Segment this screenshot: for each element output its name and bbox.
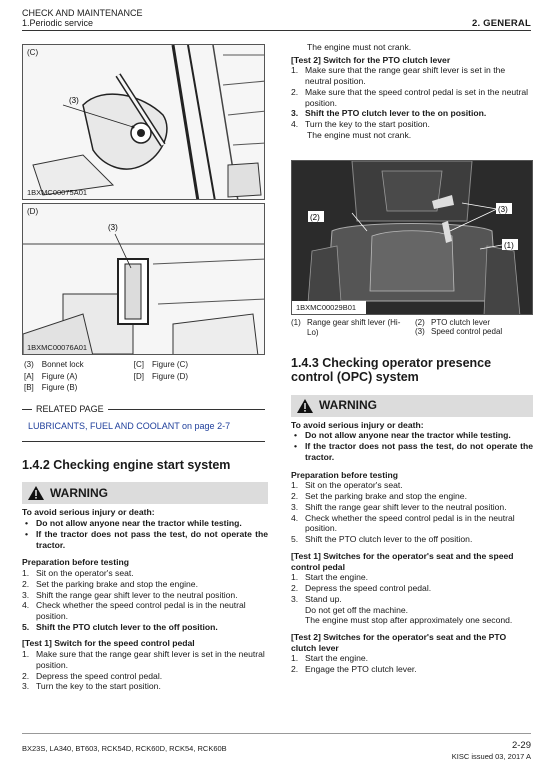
section-title: 1.4.2 Checking engine start system [22, 458, 231, 472]
section-1-4-2 [22, 458, 268, 692]
list-item: 3. Turn the key to the start position. [22, 681, 161, 692]
header-chapter: 2. GENERAL [471, 18, 531, 29]
prep-list [22, 568, 268, 632]
test1-list [22, 649, 268, 692]
list-item: • If the tractor does not pass the test, do not operate the tractor. [25, 528, 268, 550]
header-section: CHECK AND MAINTENANCE [22, 8, 143, 18]
warning-icon [28, 486, 44, 500]
list-item: 2. Set the parking brake and stop the engine. [22, 578, 198, 589]
list-item: 3. Shift the PTO clutch lever to the on position. [291, 108, 487, 119]
list-item: • Do not allow anyone near the tractor while testing. [294, 430, 511, 441]
figure-d-illustration [23, 204, 265, 355]
list-item: 1. Start the engine. [291, 653, 369, 664]
test2-list [291, 65, 533, 129]
list-item: • If the tractor does not pass the test, do not operate the tractor. [294, 441, 533, 462]
legend-row: [A] Figure (A) [D] Figure (D) [24, 371, 189, 381]
related-page-title: RELATED PAGE [36, 404, 104, 414]
prep-title: Preparation before testing [22, 557, 129, 568]
figure-right-illustration [292, 161, 533, 315]
list-item: 1. Make sure that the range gear shift lever is set in the neutral position. [291, 65, 506, 87]
figure-c-illustration [23, 45, 265, 200]
figure-d-callout: (3) [108, 223, 118, 232]
list-item: • Do not allow anyone near the tractor while testing. [25, 518, 242, 529]
test2-list [291, 653, 533, 674]
list-item: 3. Shift the range gear shift lever to the neutral position. [22, 589, 238, 600]
list-item: 1. Start the engine. [291, 572, 369, 583]
warning-bullets [291, 430, 533, 462]
warning-avoid: To avoid serious injury or death: [291, 419, 424, 430]
list-item: 1. Make sure that the range gear shift lever is set in the neutral position. [22, 649, 265, 670]
figure-d-id: 1BXMC00076A01 [27, 342, 88, 352]
test1-note: Do not get off the machine. [305, 604, 409, 615]
figure-c-label: (C) [27, 48, 39, 57]
test1-title: [Test 1] Switches for the operator's seat and the speed control pedal [291, 550, 514, 572]
list-item: 1. Sit on the operator's seat. [22, 568, 134, 579]
test1-note: The engine must stop after approximately one second. [305, 615, 513, 626]
figure-legend-left [22, 358, 196, 395]
list-item: 4. Turn the key to the start position. [291, 119, 430, 130]
footer-page-number: 2-29 [511, 740, 531, 751]
list-item: 2. Make sure that the speed control pedal is set in the neutral position. [291, 86, 529, 108]
footer-issue: KISC issued 03, 2017 A [451, 752, 531, 761]
warning-label: WARNING [319, 398, 377, 413]
list-item: 4. Check whether the speed control pedal is in the neutral position. [22, 600, 246, 621]
figure-legend-right: (1) Range gear shift lever (Hi-Lo) (2) PTO clutch lever (3) Speed control pedal [291, 318, 503, 337]
list-item: 4. Check whether the speed control pedal is in the neutral position. [291, 512, 515, 534]
list-item: 3. Shift the range gear shift lever to the neutral position. [291, 501, 507, 512]
crank-note-2: The engine must not crank. [307, 129, 412, 140]
prep-list [291, 480, 533, 544]
warning-banner [22, 482, 268, 504]
list-item: 2. Depress the speed control pedal. [291, 583, 432, 594]
figure-d [22, 203, 265, 355]
figure-right-id: 1BXMC00029B01 [296, 302, 357, 312]
warning-avoid: To avoid serious injury or death: [22, 507, 155, 518]
section-1-4-3 [291, 356, 533, 675]
related-page-link[interactable]: LUBRICANTS, FUEL AND COOLANT on page 2-7 [28, 421, 231, 432]
test1-list [291, 572, 533, 604]
test2-title: [Test 2] Switches for the operator's seat and the PTO clutch lever [291, 631, 507, 653]
figure-c-id: 1BXMC00075A01 [27, 187, 88, 197]
footer-rule [22, 733, 531, 734]
list-item: 3. Stand up. [291, 593, 342, 604]
test2-title: [Test 2] Switch for the PTO clutch lever [291, 54, 451, 65]
prep-title: Preparation before testing [291, 469, 398, 480]
list-item: 2. Depress the speed control pedal. [22, 670, 163, 681]
right-column-top [291, 42, 533, 141]
figure-c [22, 44, 265, 200]
figure-c-callout: (3) [69, 96, 79, 105]
list-item: 2. Engage the PTO clutch lever. [291, 664, 417, 675]
test1-title: [Test 1] Switch for the speed control pedal [22, 638, 195, 649]
legend-row: (3) Bonnet lock [C] Figure (C) [24, 360, 189, 369]
figure-d-label: (D) [27, 207, 39, 216]
list-item: 5. Shift the PTO clutch lever to the off position. [291, 534, 473, 545]
header-rule [22, 30, 531, 31]
warning-banner [291, 395, 533, 417]
figure-right [291, 160, 533, 315]
legend-row: [B] Figure (B) [24, 383, 78, 393]
list-item: 5. Shift the PTO clutch lever to the off position. [22, 621, 218, 632]
crank-note: The engine must not crank. [307, 42, 412, 52]
list-item: 1. Sit on the operator's seat. [291, 480, 403, 491]
related-page [22, 404, 265, 442]
list-item: 2. Set the parking brake and stop the engine. [291, 491, 467, 502]
warning-label: WARNING [50, 485, 108, 500]
header-subsection: 1.Periodic service [22, 18, 94, 29]
warning-bullets [22, 518, 268, 550]
figure-right-callout: (2) [310, 213, 320, 222]
figure-right-callout: (3) [498, 205, 508, 214]
footer-models: BX23S, LA340, BT603, RCK54D, RCK60D, RCK54, RCK60B [22, 744, 227, 753]
figure-right-callout: (1) [504, 241, 514, 250]
running-header [22, 8, 143, 29]
warning-icon [297, 399, 313, 413]
section-title: 1.4.3 Checking operator presence control (OPC) system [291, 356, 492, 385]
